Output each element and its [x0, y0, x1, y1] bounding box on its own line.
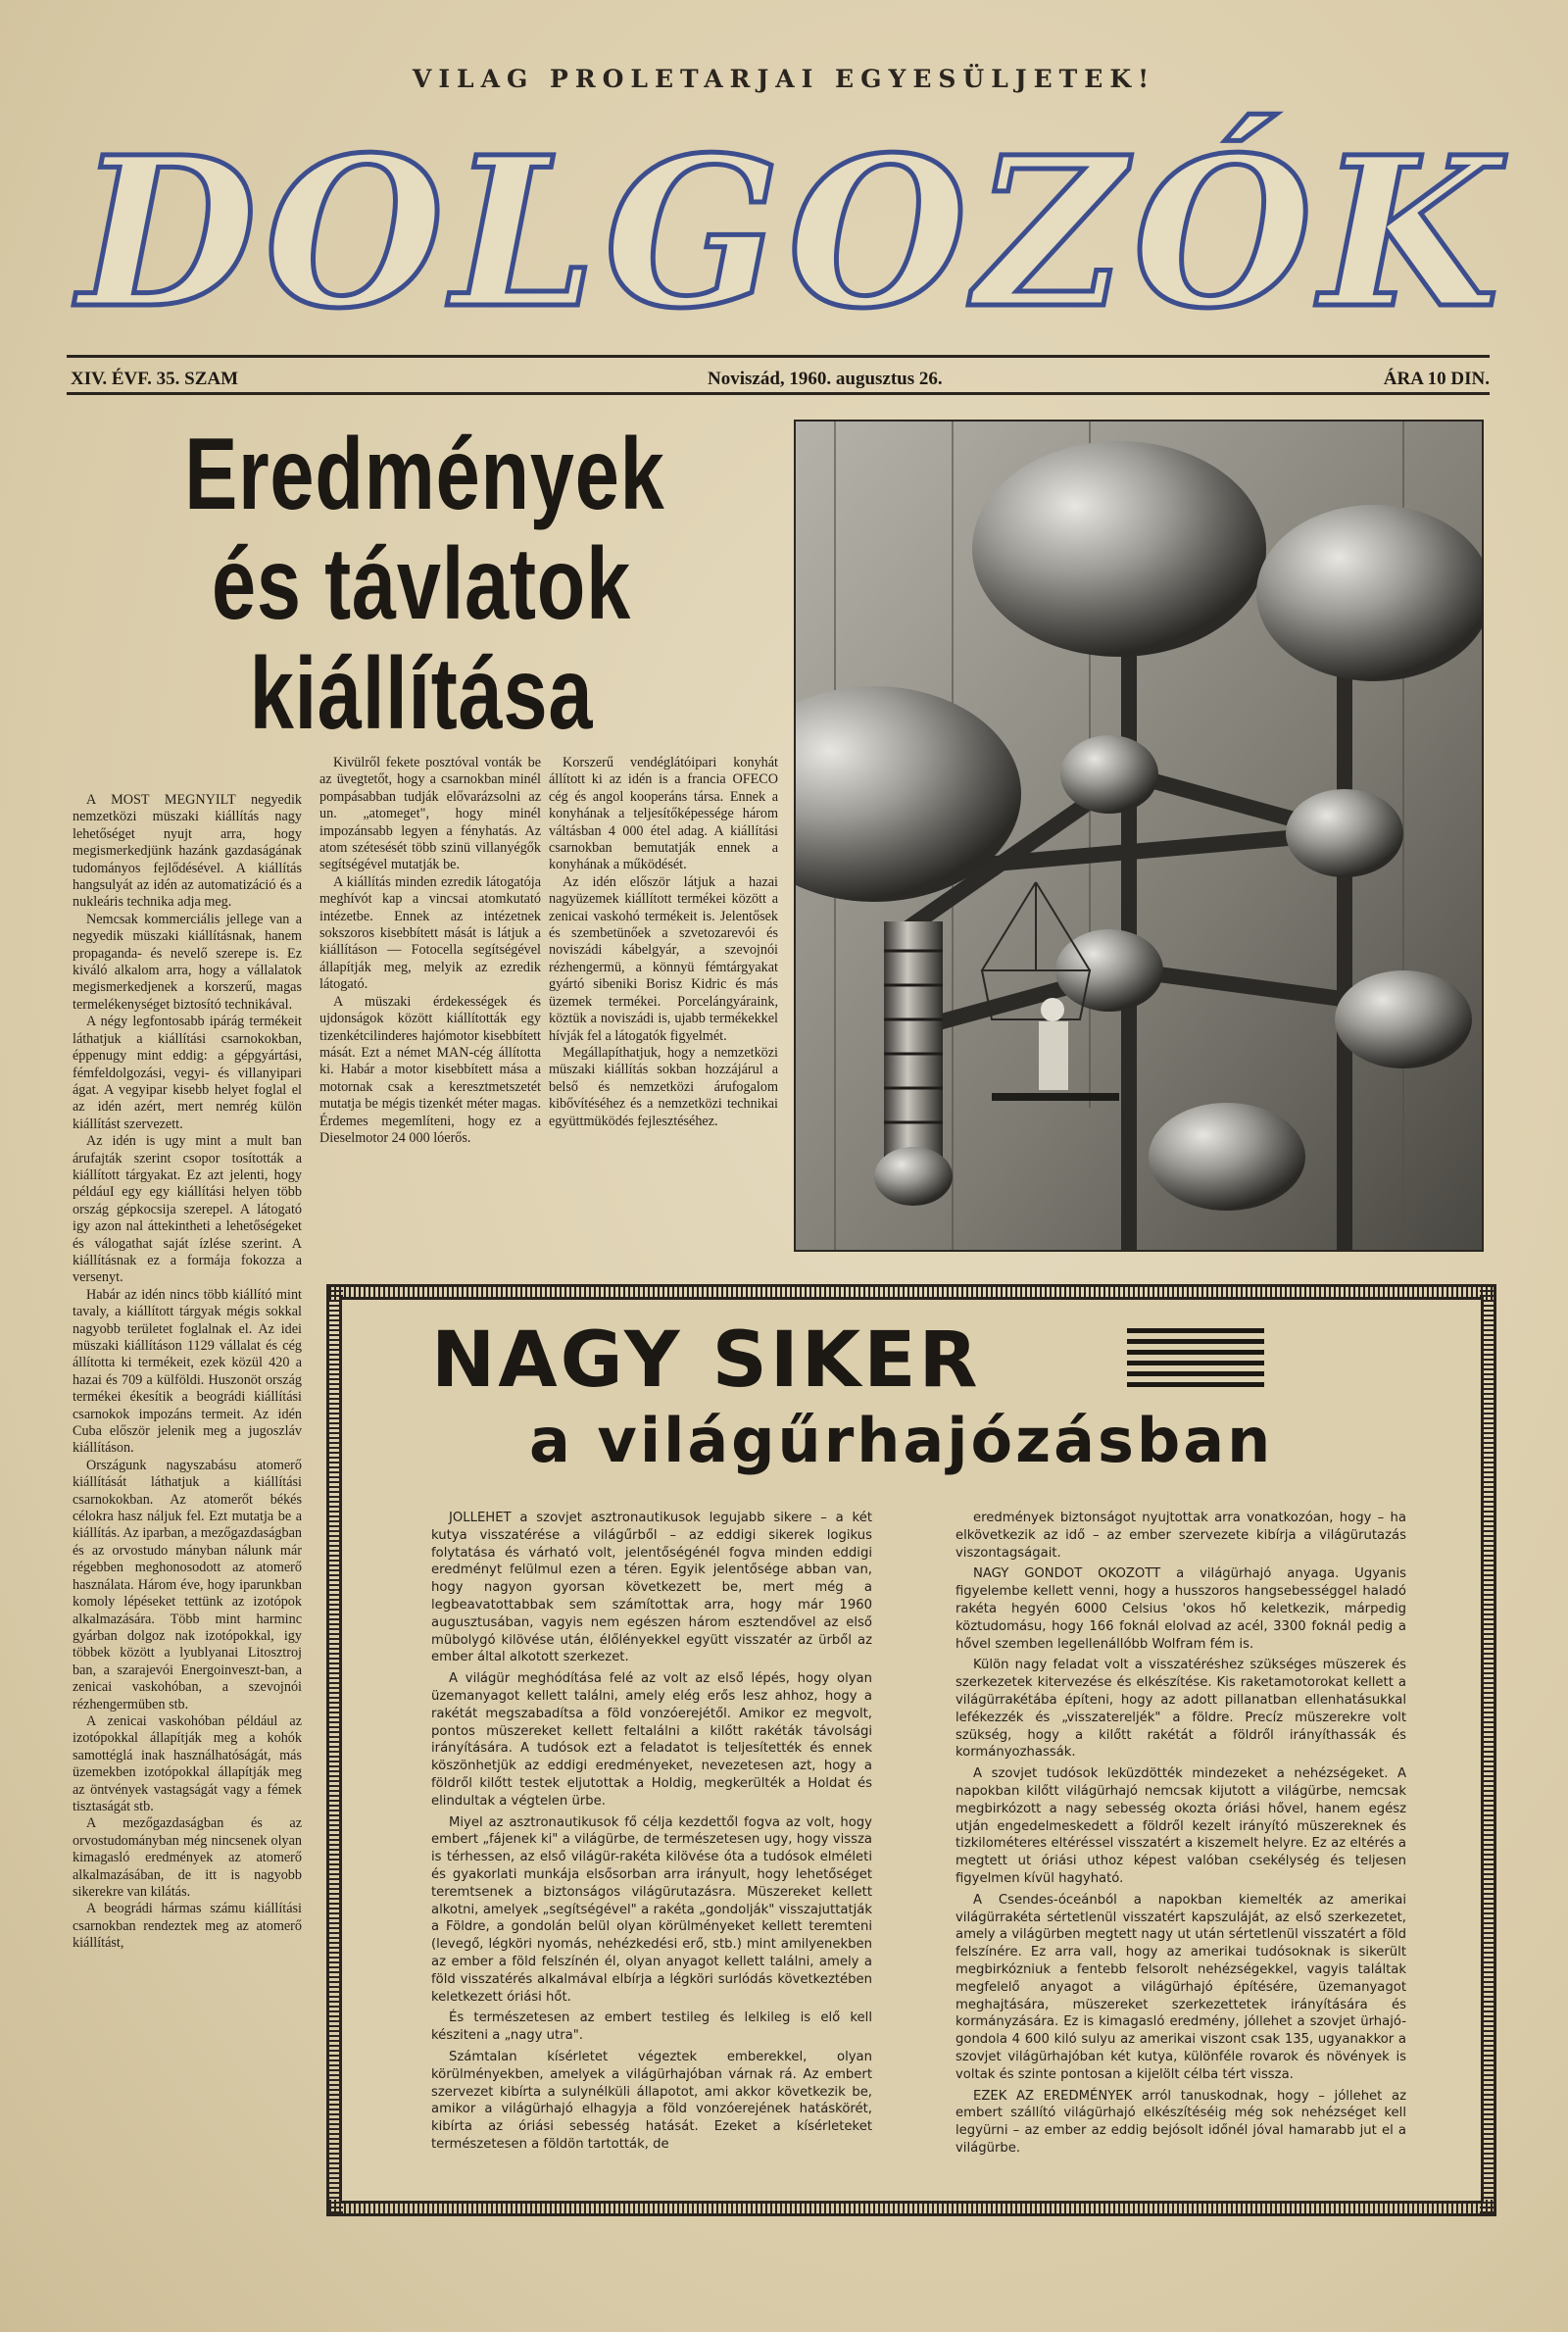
paragraph: Kivülről fekete posztóval vonták be az üvegtetőt, hogy a csarnokban minél pompásabban tudják elővarázsolni az un. „atomeget", hogy minél impozánsabb legyen a fényhatás. Az atom szétesését több szinü villanyégők segítségével mutatják be.: [319, 755, 541, 873]
lead-column-2: [319, 755, 541, 1265]
paragraph: A MOST MEGNYILT negyedik nemzetközi müszaki kiállítás nagy lehetőséget nyujt arra, hogy megismerkedjünk hazánk gazdaságának tudományos fejlődésével. A kiállítás hangsulyát az idén az automatizáció és a nukleáris technika adja meg.: [73, 792, 302, 911]
box-column-right: [956, 1510, 1406, 2176]
paragraph: Számtalan kísérletet végeztek emberekkel, olyan körülményekben, amelyek a világürhajóban várnak rá. Az embert szervezet kibírta a sulynélküli állapotot, ami akkor következik be, amikor a világürhajó elhagyja a föld vonzóerejének hatáskörét, kibírta az óriási sebesség hatását. Ezeket a kísérleteket természetesen a földön tartották, de: [431, 2049, 872, 2152]
issue-number: XIV. ÉVF. 35. SZAM: [71, 369, 239, 389]
dateline: [71, 365, 1490, 394]
paragraph: Nemcsak kommerciális jellege van a negyedik müszaki kiállításnak, hanem propaganda- és nevelő szerepe is. Ez kiváló alkalom arra, hogy a vállalatok megismerkedjenek a korszerű, magas termelékenységet biztosító technikával.: [73, 911, 302, 1013]
masthead-rule-top: [67, 355, 1490, 358]
paragraph: Külön nagy feladat volt a visszatéréshez szükséges müszerek és szerkezetek kitervezése és elkészítése. Kis raketamotorokat kellett a világürrakétába építeni, hogy az adott pillanatban ellenhatásukkal lefékezzék és „visszatereljék" a földre. Precíz müszerekre volt szükség, hogy a kilőtt rakétát a földről irányíthassák és kormányozhassák.: [956, 1658, 1406, 1761]
lead-headline-line-3: kiállítása: [249, 637, 594, 751]
paragraph: EZEK AZ EREDMÉNYEK arról tanuskodnak, hogy – jóllehet az embert szállító világürhajó elkészítéséig még sok nehézséget kell legyürni – az ember az eddig bejósolt időnél jóval hamarabb jut el a világürbe.: [956, 2088, 1406, 2156]
paragraph: A kiállítás minden ezredik látogatója meghívót kap a vincsai atomkutató intézetbe. Ennek az intézetnek sokszoros kisebbített mását is látjuk a kiállításon — Fotocella segítségével állapítják meg, melyik az ezredik látogató.: [319, 873, 541, 993]
paragraph: A zenicai vaskohóban például az izotópokkal állapítják meg a kohók samottéglá inak használhatóságát, más üzemekben izotópokkal állapítják meg az öntvények vastagságát vagy a fémek tisztaságát stb.: [73, 1712, 302, 1814]
box-headline: NAGY SIKER: [431, 1316, 981, 1405]
paragraph: És természetesen az embert testileg és lelkileg is elő kell késziteni a „nagy utra".: [431, 2010, 872, 2044]
price: ÁRA 10 DIN.: [1383, 369, 1490, 389]
masthead-logo: DOLGOZÓK: [78, 112, 1507, 354]
box-column-left: [431, 1510, 872, 2176]
paragraph: A müszaki érdekességek és ujdonságok között kiállították egy tizenkétcilinderes hajómotor kisebbített mását. Ezt a német MAN-cég állította ki. Habár a motor kisebbített mása a motornak csak a keresztmetszetét mutatja be mégis tizenkét méter magas. Érdemes megemlíteni, hogy ez a Dieselmotor 24 000 lóerős.: [319, 993, 541, 1146]
paragraph: A beográdi hármas számu kiállítási csarnokban rendeztek meg az atomerő kiállítást,: [73, 1901, 302, 1952]
paragraph: Az idén először látjuk a hazai nagyüzemek kiállított termékei között a zenicai vaskohó termékeit is. Jelentősek és szembetünőek a szvetozarevói és noviszádi kábelgyár, a szevojnói rézhengermü, a könnyü fémtárgyakat gyártó sibeniki Borisz Kidric és más üzemek termékei. Porcelángyáraink, köztük a noviszádi is, ujabb termékekkel hívják fel a látogatók figyelmét.: [549, 873, 778, 1044]
lead-column-3: [549, 755, 778, 1265]
box-subheadline: a világűrhajózásban: [529, 1405, 1274, 1476]
paragraph: A mezőgazdaságban és az orvostudományban még nincsenek olyan kimagasló eredmények az atomerő alkalmazásában, de itt is nagyobb sikerekre van kilátás.: [73, 1815, 302, 1900]
paragraph: Országunk nagyszabásu atomerő kiállítását láthatjuk a kiállítási csarnokokban. Az atomerőt békés célokra hasz náljuk fel. Ezt mutatja be a kiállítás. Az iparban, a mezőgazdaságban és az orvostudo mányban nálunk már régebben meghonosodott az atomerő használata. Három éve, hogy iparunkban komoly lépéseket tettünk az izotópok alkalmazására. Több mint harminc gyárban dolgoz nak izotópokkal, igy többek között a lyublyanai Litosztroj ban, a szarajevói Energoinveszt-ban, a zenicai vaskohóban, a szevojnói rézhengermüben stb.: [73, 1457, 302, 1712]
atom-model-sculpture-photo: [794, 420, 1484, 1252]
paragraph: Korszerű vendéglátóipari konyhát állított ki az idén is a francia OFECO cég és angol kooperáns társa. Ennek a konyhának a teljesítőképessége három váltásban 4 000 étel adag. A kiállítási csarnokban bemutatják ennek a konyhának a működését.: [549, 755, 778, 873]
place-date: Noviszád, 1960. augusztus 26.: [708, 369, 943, 389]
speed-lines-decoration: [1127, 1328, 1264, 1402]
lead-headline-line-2: és távlatok: [212, 527, 631, 641]
paragraph: JOLLEHET a szovjet asztronautikusok legujabb sikere – a két kutya visszatérése a világűrből – az eddigi sikerek logikus folytatása és várható volt, jelentőségénél fogva minden eddigi eredményt felülmul ezen a téren. Egyik jelentősége abban van, hogy nagyon gyorsan következett be, mert még a legbeavatottabbak sem számítottak arra, hogy már 1960 augusztusában, vagyis nem egészen három esztendővel az első mübolygó kilövése után, élőlényekkel együtt visszatér az ürből az ember által alkotott szerkezet.: [431, 1511, 872, 1665]
paragraph: Miyel az asztronautikusok fő célja kezdettől fogva az volt, hogy embert „fájenek ki" a világürbe, de természetesen ugy, hogy vissza is térhessen, az első világür-rakéta kilövése óta a tudósok elméleti és gyakorlati munkája elsősorban arra irányult, hogy lehetőséget teremtsenek a biztonságos világürutazásra. Müszereket kellett alkotni, amelyek „segítségével" a rakéta „gondolják" visszajuttatják a Földre, a gondolán belül olyan körülményeket kellett teremteni (levegő, légköri nyomás, nehézkedési erő, stb.) mint amilyenekben az ember a föld felszínén él, olyan anyagot kellett találni, amely a föld visszatérés alkalmával elbírja a légköri surlódás következtében keletkezett óriási hőt.: [431, 1814, 872, 2005]
slogan: VILAG PROLETARJAI EGYESÜLJETEK!: [412, 65, 1156, 93]
paragraph: A világür meghódítása felé az volt az első lépés, hogy olyan üzemanyagot kellett találni, amely elég erős lesz ahhoz, hogy a rakétát megszabadítsa a föld vonzóerejétől. Amikor ez megvolt, pontos müszereket kellett feltalálni a kilőtt rakéták távolsági irányítására. A tudósok ezt a feladatot is teljesítették és ennek köszönhetjük az eddigi eredményeket, nevezetesen azt, hogy a földről kilőtt testek eljutottak a Holdig, megkerülték a Holdat és elindultak a végtelen ürbe.: [431, 1671, 872, 1809]
dateline-rule: [67, 392, 1490, 395]
paragraph: A négy legfontosabb ipárág termékeit láthatjuk a kiállítási csarnokokban, éppenugy mint eddig: a gépgyártási, fémfeldolgozási, vegyi- és villanyipari ágat. A vegyipar kisebb helyet foglal el az idén azért, mert nemrég külön kiállítást szervezett.: [73, 1014, 302, 1132]
lead-headline: [184, 418, 665, 751]
paragraph: Habár az idén nincs több kiállító mint tavaly, a kiállított tárgyak mégis sokkal nagyobb területet foglalnak el. Az idei müszaki kiállításon 1129 vállalat és cég állította ki termékeit, ezek közül 420 a hazai és 709 a külföldi. Huszonöt ország termékei ékesítik a beográdi kiállítási csarnokok impozáns termeit. Az idén Cuba először jelenik meg a jugoszláv kiállításon.: [73, 1286, 302, 1457]
paragraph: A szovjet tudósok leküzdötték mindezeket a nehézségeket. A napokban kilőtt világürhajó nemcsak kijutott a világürbe, nemcsak megbirkózott a nagy sebesség okozta óriási hővel, hanem egész utján engedelmeskedett a földről kezelt irányító müszereknek és tizkilométeres eltéréssel visszatért a kiszemelt helyre. Ez az eltérés a megtett ut óriási uthoz képest valóban csekélység és teljesen figyelmen kívül hagyható.: [956, 1766, 1406, 1886]
lead-headline-line-1: Eredmények: [184, 418, 665, 531]
paragraph: Megállapíthatjuk, hogy a nemzetközi müszaki kiállítás sokban hozzájárul a belső és nemzetközi árufogalom kibővítéséhez és a nemzetközi technikai együttmüködés fejlesztéséhez.: [549, 1044, 778, 1129]
lead-column-1: [73, 792, 302, 2223]
paragraph: eredmények biztonságot nyujtottak arra vonatkozóan, hogy – ha elkövetkezik az idő – az ember szervezete kibírja a világürutazás viszontagságait.: [956, 1511, 1406, 1561]
paragraph: Az idén is ugy mint a mult ban árufajták szerint csopor tosították a kiállított tárgyakat. Ez azt jelenti, hogy példáuI egy egy kiállítási helyen több ország gépkocsija szerepel. A látogató igy azon nal áttekintheti a lehetőségeket és válogathat saját ízlése szerint. A kiállításnak ez a formája fokozza a versenyt.: [73, 1133, 302, 1286]
paragraph: NAGY GONDOT OKOZOTT a világürhajó anyaga. Ugyanis figyelembe kellett venni, hogy a husszoros hangsebességgel haladó rakéta hegyén 6000 Celsius 'okos hő keletkezik, márpedig köztudomásu, hogy 166 foknál elolvad az acél, 3300 foknál pedig a hővel szemben legellenállóbb Wolfram fém is.: [956, 1566, 1406, 1652]
paragraph: A Csendes-óceánból a napokban kiemelték az amerikai világürrakéta sértetlenül visszatért kapszuláját, az első szerkezetet, amely a világürben megtett nagy ut után sértetlenül visszatért a föld felszínére. Ez arra vall, hogy az amerikai tudósoknak is sikerült megbirkózniuk a fentebb felsorolt nehézségekkel, vagyis találtak megfelelő anyagot a világürhajó építésére, üzemanyagot meghajtására, müszereket szerkezettetek irányítására és kormányzására. Ez is kimagasló eredmény, jóllehet a szovjet ürhajó-gondola 4 600 kiló sulyu az amerikai viszont csak 135, ugyanakkor a szovjet világürhajóban két kutya, különféle rovarok és növények is voltak és szinte pontosan a kijelölt célba tért vissza.: [956, 1892, 1406, 2082]
